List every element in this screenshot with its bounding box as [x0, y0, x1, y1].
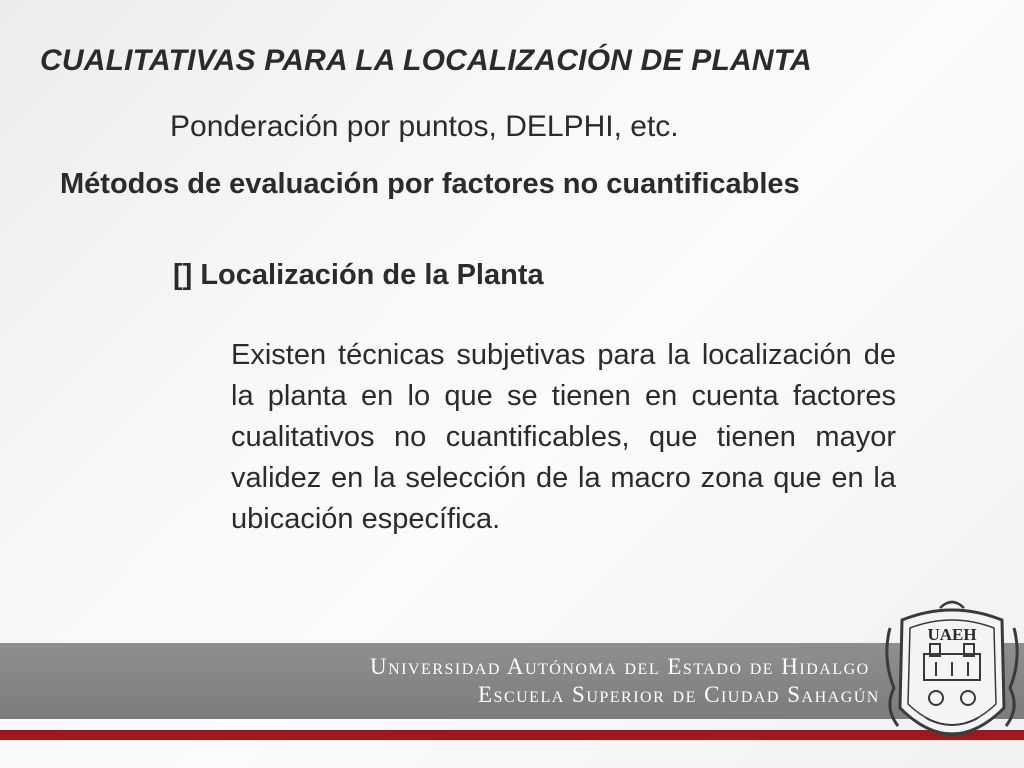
- body-paragraph: Existen técnicas subjetivas para la localización de la planta en lo que se tienen en cuenta factores cualitativos no cuantificables, que tienen mayor validez en la selección de la macro zona que en la ubicación específica.: [231, 339, 896, 535]
- section-heading: [173, 259, 544, 292]
- slide-title: CUALITATIVAS PARA LA LOCALIZACIÓN DE PLANTA: [40, 44, 812, 77]
- footer-school-name: Escuela Superior de Ciudad Sahagún: [478, 682, 880, 707]
- section-heading-text: Localización de la Planta: [200, 259, 544, 291]
- university-seal-logo: [880, 598, 1024, 758]
- seal-lettering: UAEH: [927, 625, 977, 644]
- slide-subtitle: Ponderación por puntos, DELPHI, etc.: [170, 110, 679, 143]
- bullet-marker: []: [173, 259, 193, 291]
- methods-heading: Métodos de evaluación por factores no cuantificables: [60, 168, 800, 200]
- footer-red-bar: [0, 730, 1024, 740]
- footer-university-name: Universidad Autónoma del Estado de Hidalgo: [370, 654, 870, 679]
